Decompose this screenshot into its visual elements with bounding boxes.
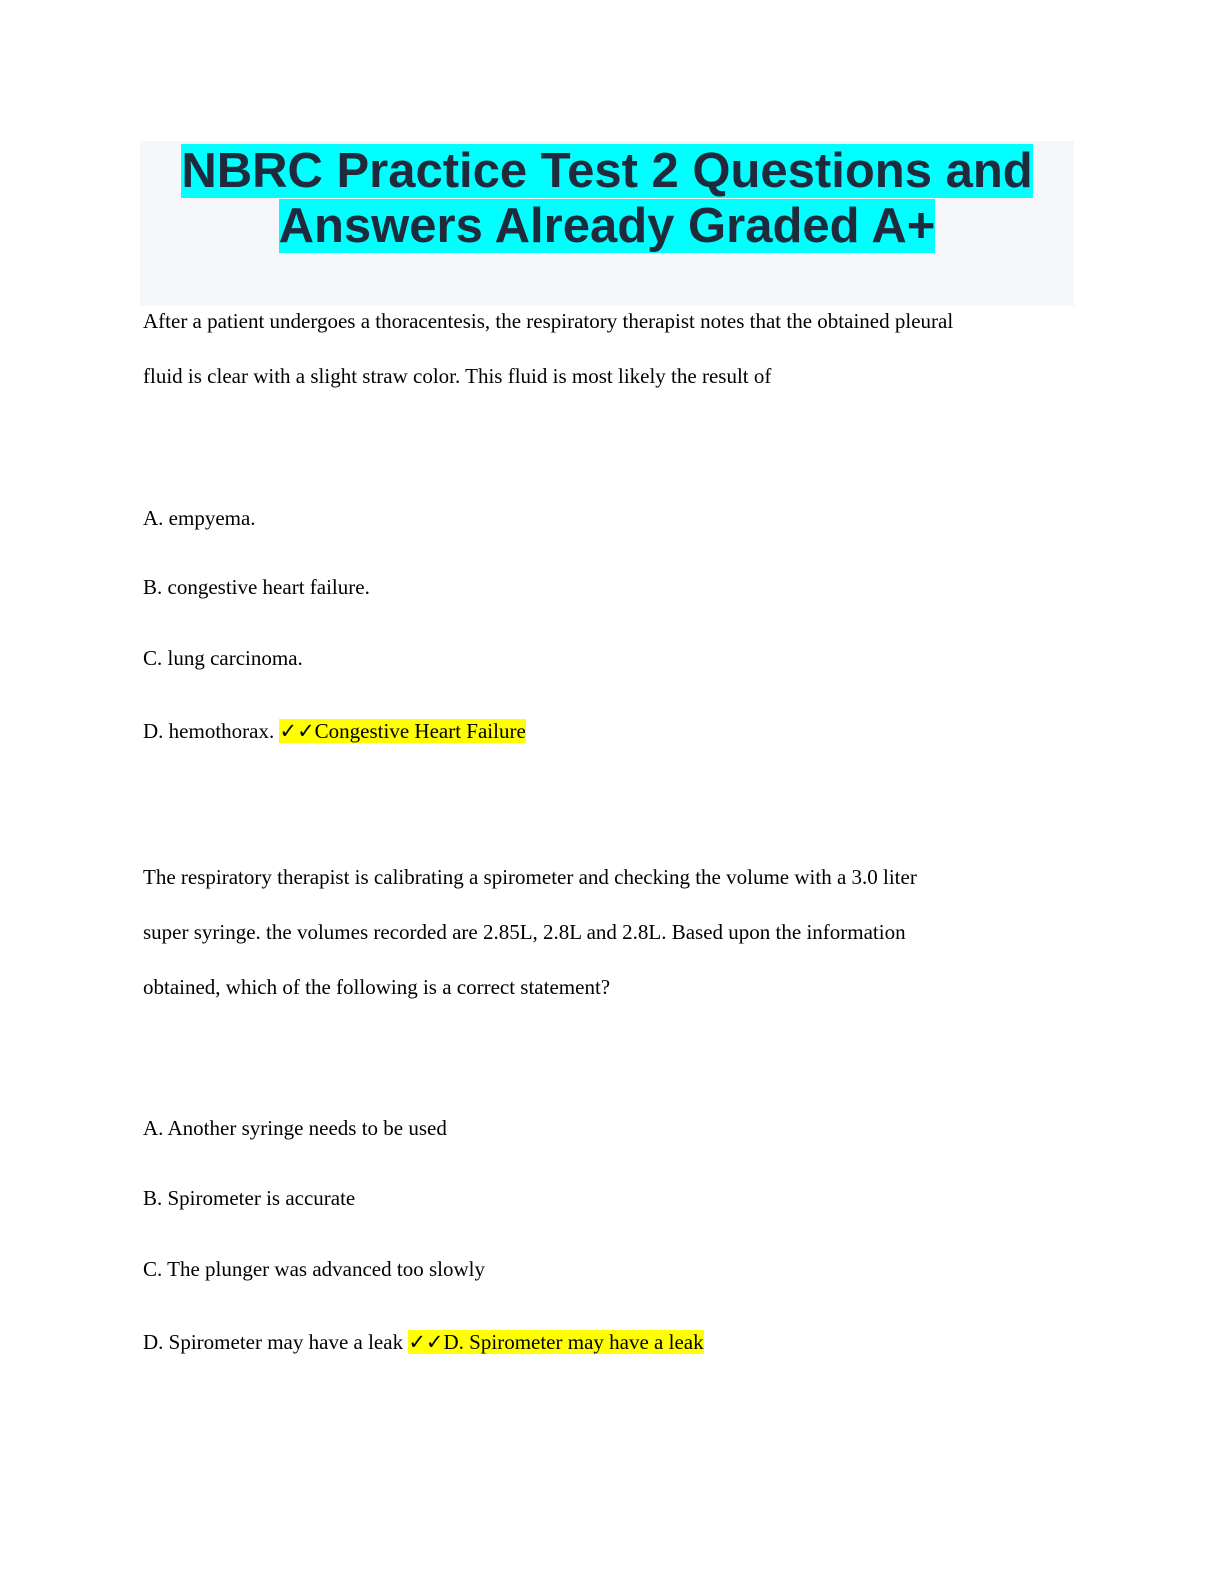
q1-option-c: C. lung carcinoma. bbox=[143, 646, 303, 670]
q2-option-d: D. Spirometer may have a leak bbox=[143, 1330, 409, 1354]
q1-option-b: B. congestive heart failure. bbox=[143, 575, 370, 599]
title-block bbox=[140, 141, 1074, 306]
q1-stem-line-1: After a patient undergoes a thoracentesis, the respiratory therapist notes that the obtained pleural bbox=[143, 309, 954, 333]
q2-option-a: A. Another syringe needs to be used bbox=[143, 1116, 447, 1140]
q1-option-d-row bbox=[143, 719, 526, 743]
q1-stem-line-2: fluid is clear with a slight straw color. This fluid is most likely the result of bbox=[143, 364, 772, 388]
q2-option-b: B. Spirometer is accurate bbox=[143, 1186, 356, 1210]
title-line-1: NBRC Practice Test 2 Questions and bbox=[181, 144, 1033, 198]
q2-option-c: C. The plunger was advanced too slowly bbox=[143, 1257, 485, 1281]
q2-stem-line-2: super syringe. the volumes recorded are 2.85L, 2.8L and 2.8L. Based upon the information bbox=[143, 920, 906, 944]
q2-stem-line-1: The respiratory therapist is calibrating a spirometer and checking the volume with a 3.0 liter bbox=[143, 865, 917, 889]
title-line-2: Answers Already Graded A+ bbox=[278, 199, 936, 253]
q2-answer-highlight: ✓✓D. Spirometer may have a leak bbox=[408, 1330, 704, 1354]
q1-option-d: D. hemothorax. bbox=[143, 719, 280, 743]
q2-option-d-row bbox=[143, 1330, 704, 1354]
q1-option-a: A. empyema. bbox=[143, 506, 256, 530]
q1-answer-highlight: ✓✓Congestive Heart Failure bbox=[279, 719, 526, 743]
q2-stem-line-3: obtained, which of the following is a correct statement? bbox=[143, 975, 611, 999]
